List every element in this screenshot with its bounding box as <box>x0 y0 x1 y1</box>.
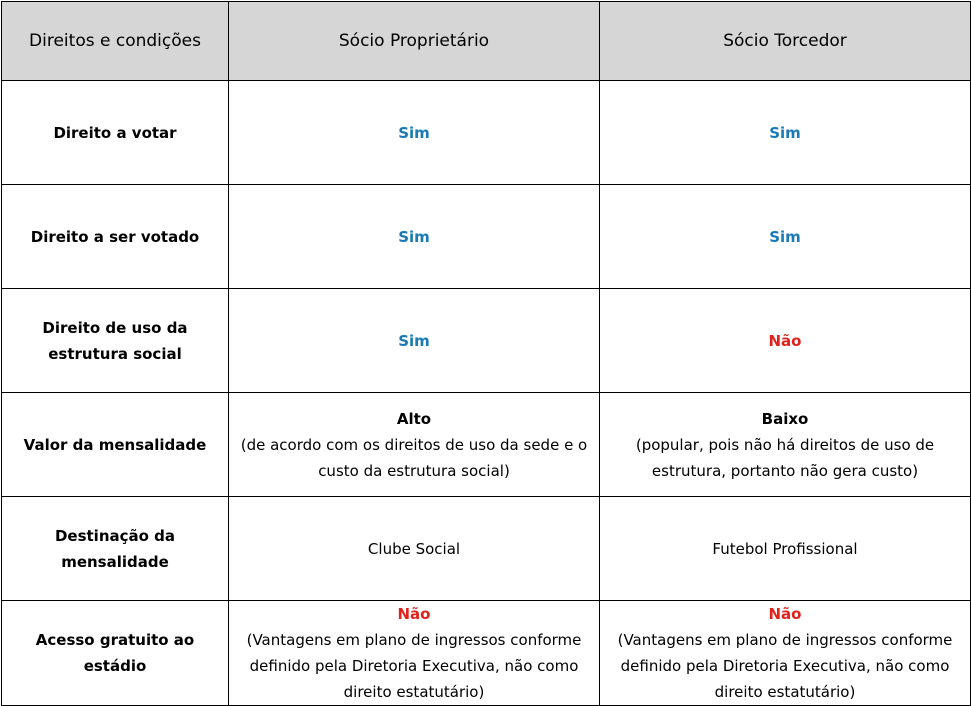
condition-cell: Destinação da mensalidade <box>2 497 229 601</box>
proprietario-value: Clube Social <box>229 497 600 601</box>
proprietario-value <box>229 393 600 497</box>
proprietario-value: Sim <box>229 81 600 185</box>
torcedor-value: Futebol Profissional <box>600 497 971 601</box>
table-row <box>2 497 971 601</box>
value-note: (de acordo com os direitos de uso da sede e o custo da estrutura social) <box>240 435 588 480</box>
header-socio-torcedor: Sócio Torcedor <box>600 2 971 81</box>
condition-cell: Acesso gratuito ao estádio <box>2 601 229 706</box>
header-conditions: Direitos e condições <box>2 2 229 81</box>
torcedor-value: Sim <box>600 81 971 185</box>
torcedor-value: Não <box>600 289 971 393</box>
proprietario-value: Sim <box>229 185 600 289</box>
torcedor-value: Sim <box>600 185 971 289</box>
value-title: Não <box>768 605 802 623</box>
value-note: (Vantagens em plano de ingressos conforme definido pela Diretoria Executiva, não como direito estatutário) <box>246 631 582 701</box>
table-row <box>2 185 971 289</box>
torcedor-value <box>600 393 971 497</box>
condition-cell: Valor da mensalidade <box>2 393 229 497</box>
value-note: (Vantagens em plano de ingressos conforme definido pela Diretoria Executiva, não como direito estatutário) <box>617 631 953 701</box>
proprietario-value <box>229 601 600 706</box>
table-row <box>2 393 971 497</box>
table-row <box>2 601 971 706</box>
header-socio-proprietario: Sócio Proprietário <box>229 2 600 81</box>
table-row <box>2 289 971 393</box>
value-note: (popular, pois não há direitos de uso de estrutura, portanto não gera custo) <box>635 435 935 480</box>
condition-cell: Direito a votar <box>2 81 229 185</box>
value-title: Alto <box>396 409 432 428</box>
header-row <box>2 2 971 81</box>
value-title: Baixo <box>761 409 809 428</box>
condition-cell: Direito a ser votado <box>2 185 229 289</box>
proprietario-value: Sim <box>229 289 600 393</box>
value-title: Não <box>397 605 431 623</box>
condition-cell: Direito de uso da estrutura social <box>2 289 229 393</box>
comparison-table <box>1 1 971 706</box>
torcedor-value <box>600 601 971 706</box>
table-row <box>2 81 971 185</box>
